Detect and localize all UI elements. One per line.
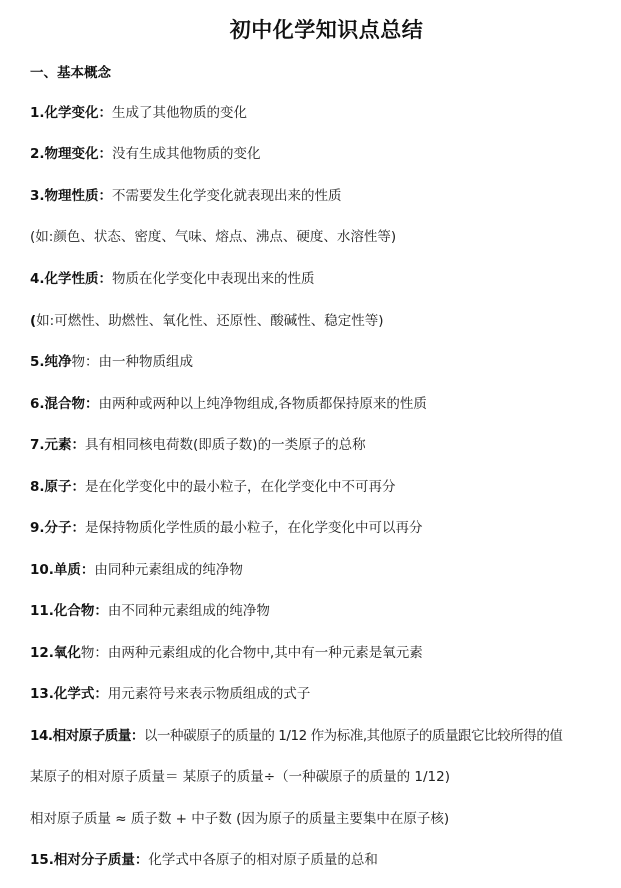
list-item [30, 560, 243, 580]
item-term: 15.相对分子质量 [30, 852, 135, 868]
item-separator: ： [130, 728, 144, 744]
item-term: 5.纯净 [30, 354, 72, 370]
item-text: 某原子的相对原子质量＝ 某原子的质量÷（一种碳原子的质量的 1/12) [30, 769, 450, 785]
item-text: 是在化学变化中的最小粒子，在化学变化中不可再分 [85, 479, 396, 495]
section-heading: 一、基本概念 [30, 65, 111, 81]
item-separator: ： [80, 562, 95, 578]
item-separator: ： [71, 479, 86, 495]
list-item [30, 352, 193, 372]
item-term: 11.化合物 [30, 603, 95, 619]
item-text: 由同种元素组成的纯净物 [94, 562, 243, 578]
item-term: 13.化学式 [30, 686, 95, 702]
item-text: 没有生成其他物质的变化 [112, 146, 261, 162]
list-item [30, 643, 423, 663]
page-title: 初中化学知识点总结 [229, 18, 424, 42]
list-item [30, 144, 261, 164]
item-term: 1.化学变化 [30, 105, 99, 121]
item-term: 2.物理变化 [30, 146, 99, 162]
item-separator: ： [71, 520, 86, 536]
list-item [30, 518, 423, 538]
item-separator: ： [94, 686, 108, 702]
item-term: 10.单质 [30, 562, 81, 578]
item-separator: ： [98, 271, 113, 287]
item-separator: ： [94, 603, 108, 619]
list-item [30, 767, 450, 787]
item-text: 化学式中各原子的相对原子质量的总和 [148, 852, 378, 868]
item-term: 7.元素 [30, 437, 72, 453]
item-term: ( [30, 313, 37, 329]
item-text: 由不同种元素组成的纯净物 [107, 603, 270, 619]
list-item [30, 726, 562, 746]
item-text: 具有相同核电荷数(即质子数)的一类原子的总称 [85, 437, 366, 453]
list-item [30, 435, 366, 455]
item-text: 物质在化学变化中表现出来的性质 [112, 271, 315, 287]
item-separator: ： [98, 188, 113, 204]
item-separator: ： [134, 852, 149, 868]
item-text: 物：由两种元素组成的化合物中,其中有一种元素是氧元素 [80, 645, 423, 661]
item-term: 9.分子 [30, 520, 72, 536]
item-term: 3.物理性质 [30, 188, 99, 204]
item-term: 12.氧化 [30, 645, 81, 661]
item-text: 由两种或两种以上纯净物组成,各物质都保持原来的性质 [98, 396, 427, 412]
item-text: 以一种碳原子的质量的 1/12 作为标准,其他原子的质量跟它比较所得的值 [143, 728, 563, 744]
item-text: 相对原子质量 ≈ 质子数 + 中子数 (因为原子的质量主要集中在原子核) [30, 811, 450, 827]
item-separator: ： [71, 437, 86, 453]
item-term: 14.相对原子质量 [30, 728, 131, 744]
list-item [30, 850, 378, 870]
item-separator: ： [98, 146, 113, 162]
item-text: 物：由一种物质组成 [71, 354, 194, 370]
list-item [30, 186, 342, 206]
item-text: 生成了其他物质的变化 [112, 105, 248, 121]
list-item [30, 269, 315, 289]
item-text: 是保持物质化学性质的最小粒子，在化学变化中可以再分 [85, 520, 423, 536]
list-item [30, 809, 449, 829]
list-item [30, 477, 396, 497]
item-text: 不需要发生化学变化就表现出来的性质 [112, 188, 342, 204]
item-text: (如:颜色、状态、密度、气味、熔点、沸点、硬度、水溶性等) [30, 229, 397, 245]
item-term: 6.混合物 [30, 396, 86, 412]
item-term: 4.化学性质 [30, 271, 99, 287]
list-item [30, 394, 427, 414]
list-item [30, 103, 247, 123]
list-item [30, 227, 396, 247]
item-separator: ： [98, 105, 113, 121]
item-text: 如:可燃性、助燃性、氧化性、还原性、酸碱性、稳定性等) [36, 313, 384, 329]
item-separator: ： [85, 396, 99, 412]
list-item [30, 601, 270, 621]
list-item [30, 311, 384, 331]
list-item [30, 684, 310, 704]
item-text: 用元素符号来表示物质组成的式子 [107, 686, 311, 702]
item-term: 8.原子 [30, 479, 72, 495]
